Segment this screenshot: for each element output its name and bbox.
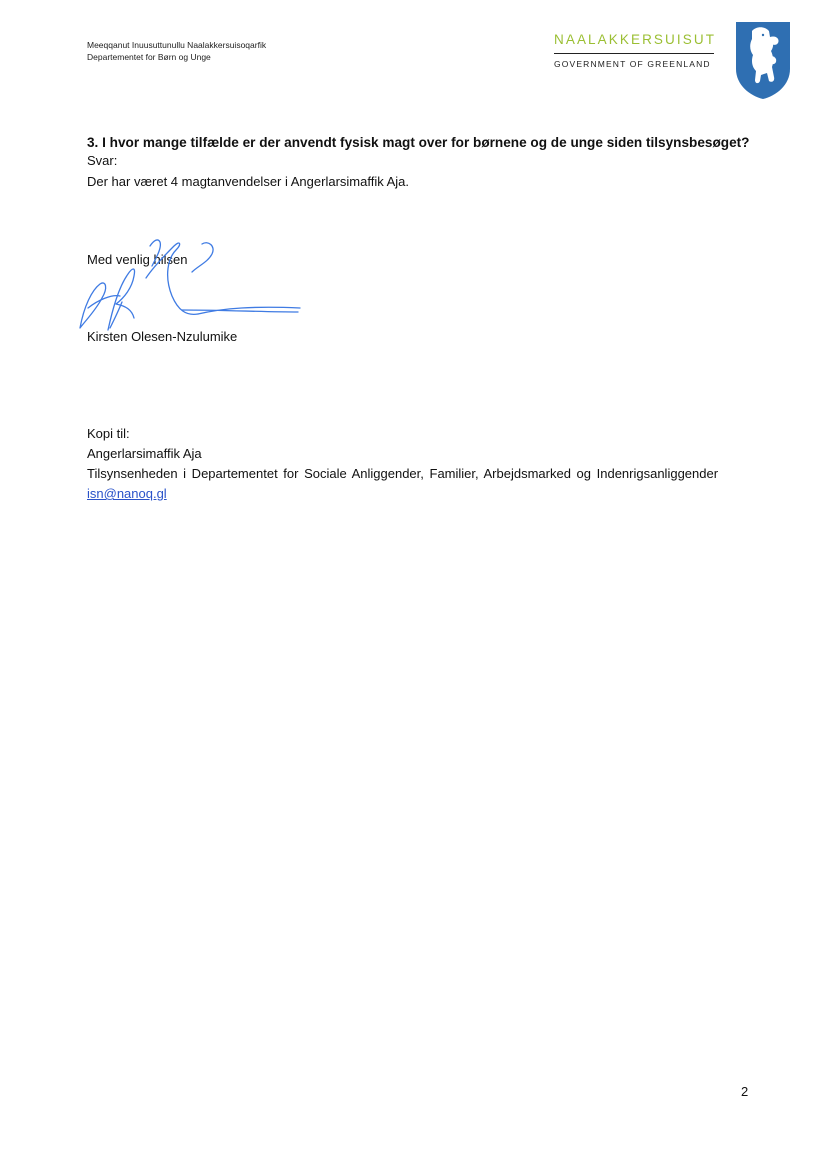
department-name-danish: Departementet for Børn og Unge (87, 52, 211, 62)
brand-subtitle: GOVERNMENT OF GREENLAND (554, 59, 711, 69)
handwritten-signature (74, 236, 306, 334)
copy-email-link[interactable]: isn@nanoq.gl (87, 486, 167, 501)
brand-name: NAALAKKERSUISUT (554, 32, 717, 47)
copy-label: Kopi til: (87, 426, 130, 441)
greenland-crest-logo (734, 19, 792, 101)
copy-recipient-tilsynsenheden: Tilsynsenheden i Departementet for Sociale Anliggender, Familier, Arbejdsmarked og Indenrigsanliggender (87, 466, 719, 481)
answer-label: Svar: (87, 153, 118, 168)
copy-recipient-aja: Angerlarsimaffik Aja (87, 446, 202, 461)
page-number: 2 (741, 1084, 749, 1099)
department-name-greenlandic: Meeqqanut Inuusuttunullu Naalakkersuisoqarfik (87, 40, 267, 50)
closing-greeting: Med venlig hilsen (87, 252, 188, 267)
brand-divider (554, 53, 714, 54)
question-heading: 3. I hvor mange tilfælde er der anvendt fysisk magt over for børnene og de unge siden tilsynsbesøget? (87, 135, 750, 150)
signer-name: Kirsten Olesen-Nzulumike (87, 329, 238, 344)
answer-text: Der har været 4 magtanvendelser i Angerlarsimaffik Aja. (87, 174, 410, 189)
